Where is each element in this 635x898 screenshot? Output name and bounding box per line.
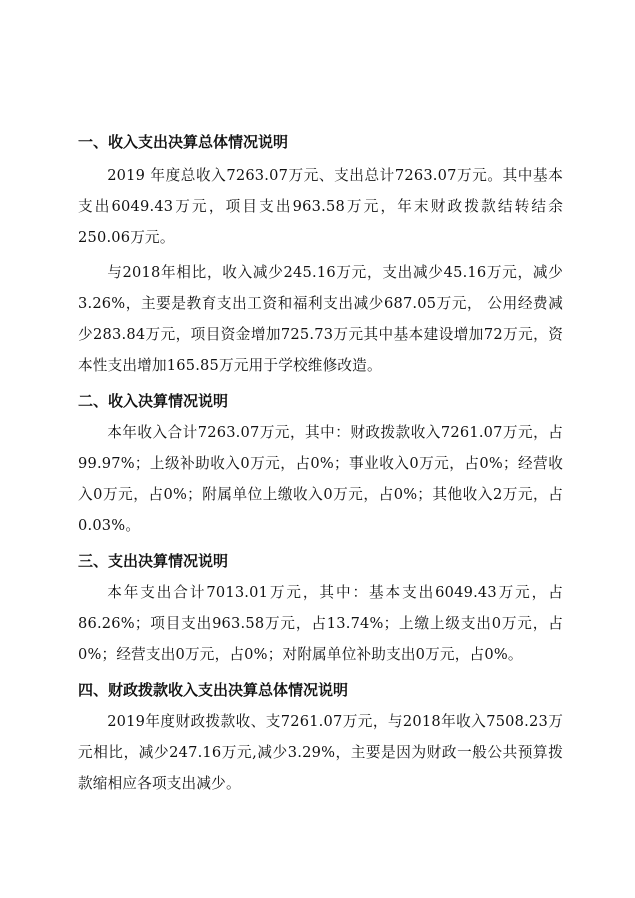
section-4-paragraph-1: 2019年度财政拨款收、支7261.07万元，与2018年收入7508.23万元相比，减少247.16万元,减少3.29%，主要是因为财政一般公共预算拨款缩相应各项支出减少。 [78, 713, 563, 792]
document-body [78, 128, 563, 799]
section-2-heading: 二、收入决算情况说明 [78, 392, 229, 410]
section-1-heading: 一、收入支出决算总体情况说明 [78, 133, 289, 151]
section-2-paragraph-1: 本年收入合计7263.07万元，其中：财政拨款收入7261.07万元，占99.97%；上级补助收入0万元，占0%；事业收入0万元，占0%；经营收入0万元，占0%；附属单位上缴收入0万元，占0%；其他收入2万元，占0.03%。 [78, 424, 563, 534]
section-3-paragraph-1: 本年支出合计7013.01万元，其中：基本支出6049.43万元，占86.26%；项目支出963.58万元，占13.74%；上缴上级支出0万元，占0%；经营支出0万元，占0%；对附属单位补助支出0万元，占0%。 [78, 584, 563, 663]
section-3-heading: 三、支出决算情况说明 [78, 552, 229, 570]
section-4-heading: 四、财政拨款收入支出决算总体情况说明 [78, 681, 349, 699]
section-1-paragraph-1: 2019 年度总收入7263.07万元、支出总计7263.07万元。其中基本支出6049.43万元，项目支出963.58万元，年末财政拨款结转结余250.06万元。 [78, 167, 563, 246]
section-1-paragraph-2: 与2018年相比，收入减少245.16万元，支出减少45.16万元，减少3.26%，主要是教育支出工资和福利支出减少687.05万元， 公用经费减少283.84万元，项目资金增加725.73万元其中基本建设增加72万元，资本性支出增加165.85万元用于学校维修改造。 [78, 264, 563, 374]
